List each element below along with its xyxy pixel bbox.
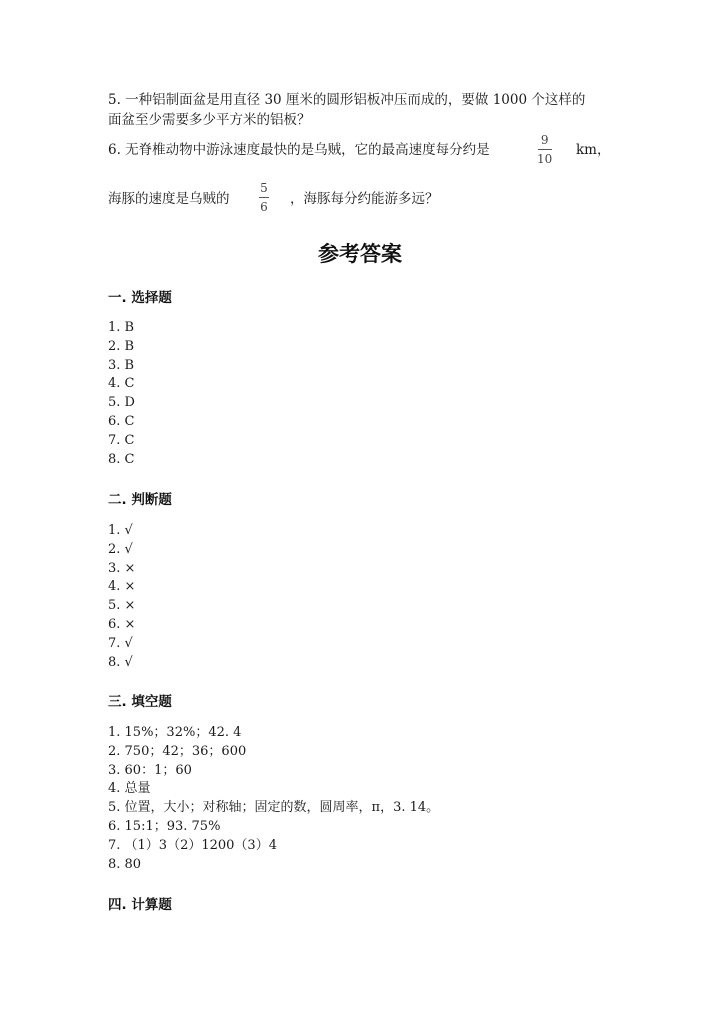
list-item: 1. √: [108, 523, 133, 538]
list-item: 8. C: [108, 451, 135, 467]
list-item: 3. B: [108, 357, 135, 373]
list-item: 5. 位置，大小；对称轴；固定的数，圆周率，π，3. 14。: [108, 800, 440, 816]
section-title-fill: 三. 填空题: [108, 694, 172, 710]
question-5-line-1: 5. 一种铝制面盆是用直径 30 厘米的圆形铝板冲压而成的，要做 1000 个这样的: [108, 92, 586, 108]
section-title-calc: 四. 计算题: [108, 897, 172, 913]
fraction-9-10: [537, 134, 552, 165]
list-item: 4. ×: [108, 579, 136, 595]
question-6-unit: km，: [576, 142, 611, 158]
fill-answer-list: [108, 724, 439, 874]
list-item: 7. √: [108, 635, 133, 651]
list-item: 3. ×: [108, 560, 136, 576]
judge-answer-list: [108, 522, 135, 672]
list-item: 1. B: [108, 320, 135, 335]
fraction-bar: [259, 197, 269, 198]
list-item: 4. C: [108, 376, 135, 392]
list-item: 5. ×: [108, 598, 136, 614]
question-6-part-3: ，海豚每分约能游多远？: [290, 191, 439, 207]
choice-answer-list: [108, 319, 135, 469]
answer-key-title: 参考答案: [318, 242, 402, 266]
list-item: 6. 15:1；93. 75%: [108, 818, 221, 834]
list-item: 7. C: [108, 432, 135, 448]
question-6-part-1: 6. 无脊椎动物中游泳速度最快的是乌贼，它的最高速度每分约是: [108, 142, 490, 158]
fraction-denominator: 6: [260, 200, 268, 214]
list-item: 5. D: [108, 395, 135, 411]
list-item: 2. 750；42；36；600: [108, 743, 247, 759]
fraction-numerator: 5: [260, 181, 268, 195]
list-item: 6. C: [108, 413, 135, 429]
list-item: 7. （1）3（2）1200（3）4: [108, 837, 277, 853]
question-5-line-2: 面盆至少需要多少平方米的铝板？: [108, 112, 311, 128]
fraction-denominator: 10: [537, 152, 553, 166]
list-item: 3. 60：1；60: [108, 762, 192, 778]
question-6-part-2: 海豚的速度是乌贼的: [108, 191, 230, 207]
list-item: 8. 80: [108, 856, 142, 872]
list-item: 8. √: [108, 654, 133, 670]
fraction-numerator: 9: [540, 133, 549, 147]
list-item: 2. B: [108, 338, 135, 354]
list-item: 1. 15%；32%；42. 4: [108, 725, 242, 740]
list-item: 2. √: [108, 541, 133, 557]
section-title-judge: 二. 判断题: [108, 492, 172, 508]
section-title-choice: 一. 选择题: [108, 290, 172, 306]
fraction-5-6: [259, 182, 269, 213]
list-item: 4. 总量: [108, 781, 151, 797]
list-item: 6. ×: [108, 616, 136, 632]
fraction-bar: [538, 149, 552, 150]
